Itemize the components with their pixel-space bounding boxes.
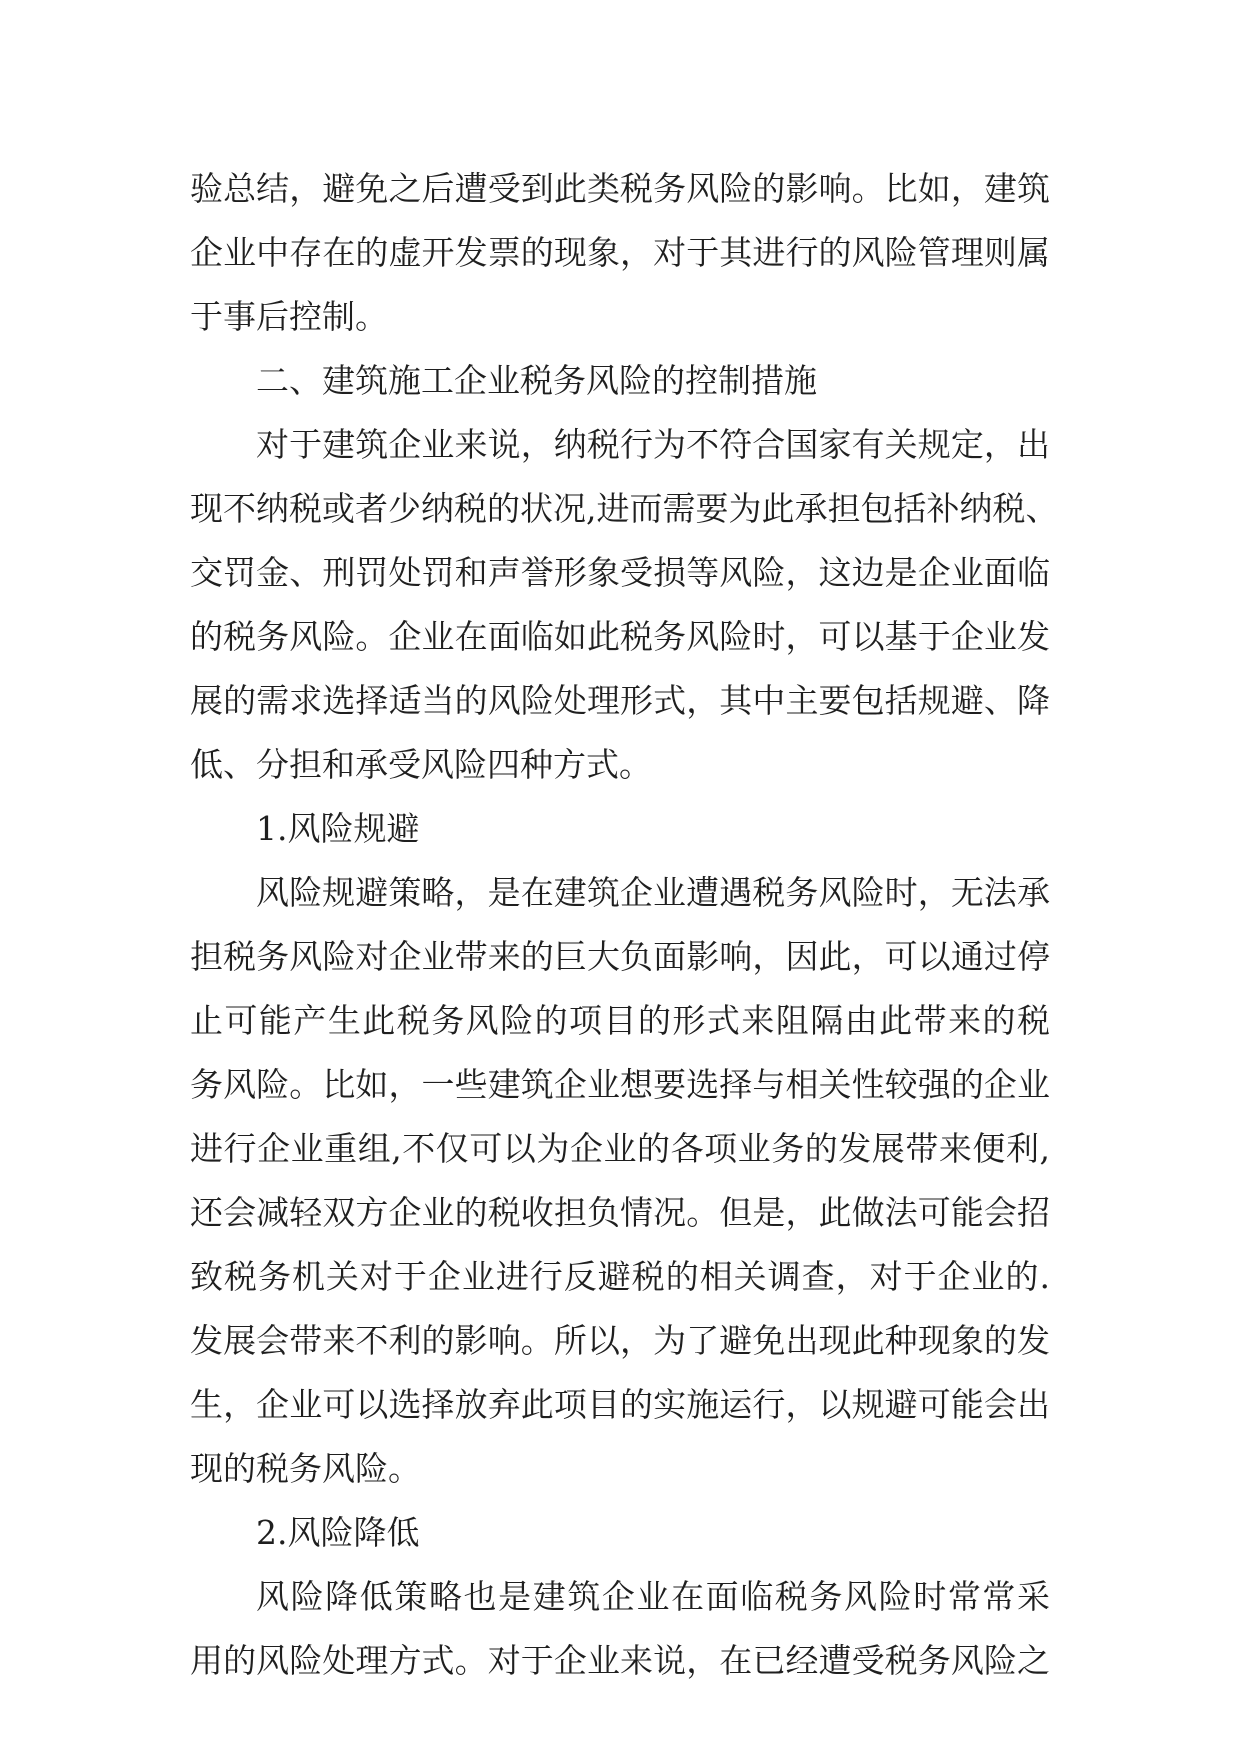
text-line: 企业中存在的虚开发票的现象，对于其进行的风险管理则属: [190, 233, 1050, 272]
paragraph-last-line: 低、分担和承受风险四种方式。: [190, 745, 652, 784]
section-heading: 1.风险规避: [256, 809, 420, 848]
text-line: 验总结，避免之后遭受到此类税务风险的影响。比如，建筑: [190, 169, 1050, 208]
text-line: 进行企业重组,不仅可以为企业的各项业务的发展带来便利,: [190, 1129, 1050, 1168]
section-heading: 2.风险降低: [256, 1513, 420, 1552]
paragraph-first-line: 对于建筑企业来说，纳税行为不符合国家有关规定，出: [256, 425, 1050, 464]
text-line: 发展会带来不利的影响。所以，为了避免出现此种现象的发: [190, 1321, 1050, 1360]
paragraph-last-line: 于事后控制。: [190, 297, 388, 336]
body-text: [190, 157, 1059, 1693]
text-line: 止可能产生此税务风险的项目的形式来阻隔由此带来的税: [190, 1001, 1050, 1040]
text-line: 展的需求选择适当的风险处理形式，其中主要包括规避、降: [190, 681, 1050, 720]
paragraph-first-line: 风险降低策略也是建筑企业在面临税务风险时常常采: [256, 1577, 1050, 1616]
text-line: 还会减轻双方企业的税收担负情况。但是，此做法可能会招: [190, 1193, 1050, 1232]
text-line: 用的风险处理方式。对于企业来说，在已经遭受税务风险之: [190, 1641, 1050, 1680]
text-line: 生，企业可以选择放弃此项目的实施运行，以规避可能会出: [190, 1385, 1050, 1424]
text-line: 的税务风险。企业在面临如此税务风险时，可以基于企业发: [190, 617, 1050, 656]
text-line: 现不纳税或者少纳税的状况,进而需要为此承担包括补纳税、: [190, 489, 1059, 528]
text-line: 务风险。比如，一些建筑企业想要选择与相关性较强的企业: [190, 1065, 1050, 1104]
text-line: 担税务风险对企业带来的巨大负面影响，因此，可以通过停: [190, 937, 1050, 976]
section-heading: 二、建筑施工企业税务风险的控制措施: [256, 361, 817, 400]
paragraph-first-line: 风险规避策略，是在建筑企业遭遇税务风险时，无法承: [256, 873, 1050, 912]
text-line: 交罚金、刑罚处罚和声誉形象受损等风险，这边是企业面临: [190, 553, 1050, 592]
text-line: 致税务机关对于企业进行反避税的相关调查，对于企业的.: [190, 1257, 1050, 1296]
paragraph-last-line: 现的税务风险。: [190, 1449, 421, 1488]
